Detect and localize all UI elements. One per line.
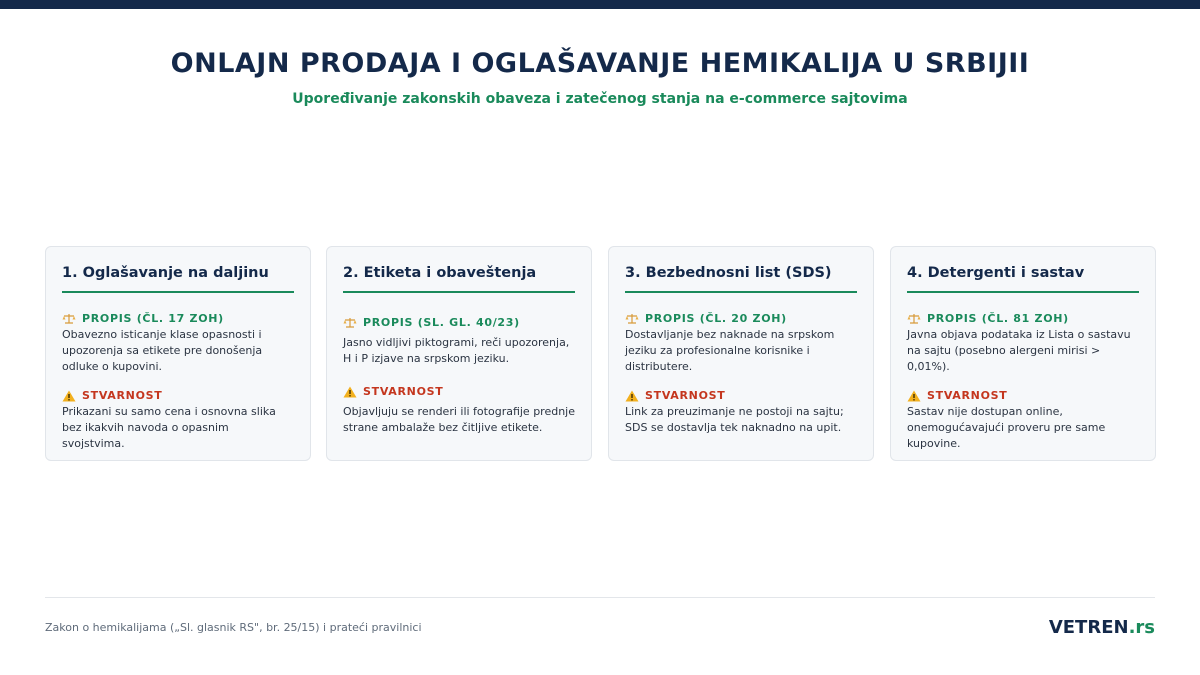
legal-label bbox=[907, 312, 1139, 325]
card-detergents-composition bbox=[890, 246, 1156, 461]
page-subtitle: Upoređivanje zakonskih obaveza i zatečenog stanja na e-commerce sajtovima bbox=[292, 91, 908, 107]
brand-name: VETREN bbox=[1048, 617, 1129, 638]
card-title: 1. Oglašavanje na daljinu bbox=[62, 265, 294, 293]
reality-label-text: STVARNOST bbox=[927, 389, 1008, 402]
reality-label bbox=[62, 389, 294, 402]
brand-tld: .rs bbox=[1128, 617, 1155, 638]
legal-label bbox=[625, 312, 857, 325]
reality-label-text: STVARNOST bbox=[645, 389, 726, 402]
card-title: 2. Etiketa i obaveštenja bbox=[343, 265, 575, 293]
legal-label-text: PROPIS (ČL. 20 ZOH) bbox=[645, 312, 787, 325]
reality-label-text: STVARNOST bbox=[82, 389, 163, 402]
card-label-notices bbox=[326, 246, 592, 461]
legal-text: Javna objava podataka iz Lista o sastavu na sajtu (posebno alergeni mirisi > 0,01%). bbox=[907, 328, 1131, 373]
brand-logo[interactable] bbox=[1049, 617, 1155, 638]
legal-label-text: PROPIS (ČL. 17 ZOH) bbox=[82, 312, 224, 325]
legal-label bbox=[343, 316, 575, 329]
reality-label bbox=[625, 389, 857, 402]
card-title: 4. Detergenti i sastav bbox=[907, 265, 1139, 293]
legal-text: Jasno vidljivi piktogrami, reči upozorenja, H i P izjave na srpskom jeziku. bbox=[343, 336, 570, 365]
reality-text: Prikazani su samo cena i osnovna slika bez ikakvih navoda o opasnim svojstvima. bbox=[62, 405, 276, 450]
top-accent-bar bbox=[0, 0, 1200, 9]
legal-label-text: PROPIS (ČL. 81 ZOH) bbox=[927, 312, 1069, 325]
reality-label bbox=[343, 385, 575, 398]
warning-triangle-icon bbox=[625, 390, 639, 402]
reality-text: Objavljuju se renderi ili fotografije prednje strane ambalaže bez čitljive etikete. bbox=[343, 405, 576, 434]
scales-icon bbox=[625, 313, 639, 325]
reality-text: Link za preuzimanje ne postoji na sajtu; SDS se dostavlja tek naknadno na upit. bbox=[625, 405, 844, 434]
footer-divider bbox=[45, 597, 1155, 598]
scales-icon bbox=[62, 313, 76, 325]
reality-label-text: STVARNOST bbox=[363, 385, 444, 398]
scales-icon bbox=[343, 317, 357, 329]
card-title: 3. Bezbednosni list (SDS) bbox=[625, 265, 857, 293]
legal-text: Dostavljanje bez naknade na srpskom jeziku za profesionalne korisnike i distributere. bbox=[625, 328, 835, 373]
warning-triangle-icon bbox=[62, 390, 76, 402]
reality-text: Sastav nije dostupan online, onemogućavajući proveru pre same kupovine. bbox=[907, 405, 1106, 450]
reality-label bbox=[907, 389, 1139, 402]
legal-text: Obavezno isticanje klase opasnosti i upozorenja sa etikete pre donošenja odluke o kupovini. bbox=[62, 328, 263, 373]
warning-triangle-icon bbox=[343, 386, 357, 398]
card-safety-data-sheet bbox=[608, 246, 874, 461]
scales-icon bbox=[907, 313, 921, 325]
footer-source-note: Zakon o hemikalijama („Sl. glasnik RS", br. 25/15) i prateći pravilnici bbox=[45, 621, 422, 634]
comparison-cards bbox=[45, 246, 1155, 461]
legal-label bbox=[62, 312, 294, 325]
card-distance-advertising bbox=[45, 246, 311, 461]
warning-triangle-icon bbox=[907, 390, 921, 402]
legal-label-text: PROPIS (SL. GL. 40/23) bbox=[363, 316, 520, 329]
page-title: ONLAJN PRODAJA I OGLAŠAVANJE HEMIKALIJA U SRBIJII bbox=[170, 48, 1030, 79]
